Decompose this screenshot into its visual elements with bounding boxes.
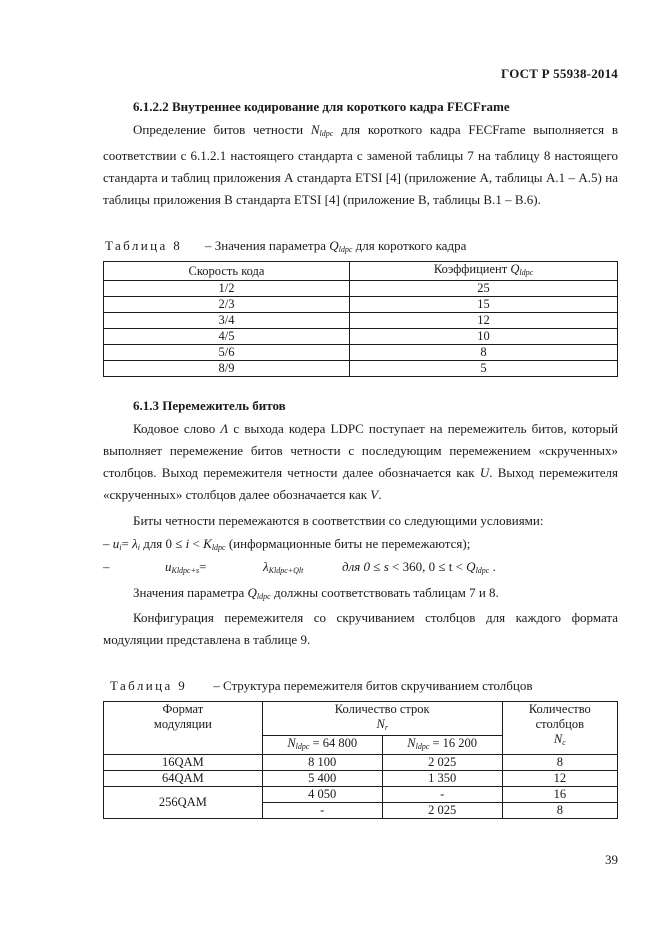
paragraph-613-1: Кодовое слово Λ с выхода кодера LDPC поступает на перемежитель битов, который выполняет перемежение битов четности с последующим перемежением «скрученных» столбцов. Выход перемежителя четности далее обозначается как U. Выход перемежителя «скрученных» столбцов далее обозначается как V. — [103, 421, 618, 502]
table9-subheader-16200: $N_{ldpc} = 16$ 200 — [382, 736, 502, 755]
table8-caption: Таблица 8 – Значения параметра $Q_{ldpc}$ для короткого кадра — [105, 238, 467, 254]
table9-caption: Таблица 9 – Структура перемежителя битов скручиванием столбцов — [110, 678, 533, 693]
page-number: 39 — [605, 852, 618, 867]
table8-header-rate: Скорость кода — [104, 262, 350, 281]
table9-header-cols: Количество столбцов $N_c$ — [502, 702, 617, 755]
table-row: 64QAM 5 400 1 350 12 — [104, 771, 618, 787]
document-id: ГОСТ Р 55938-2014 — [501, 66, 618, 81]
section-heading-6122: 6.1.2.2 Внутреннее кодирование для короткого кадра FECFrame — [133, 99, 510, 114]
table-row: - 2 025 8 — [104, 803, 618, 819]
table9-header-rows: Количество строк $N_r$ — [262, 702, 502, 736]
table-row: 8/9 5 — [104, 361, 618, 377]
paragraph-6122: Определение битов четности $N_{ldpc}$ для короткого кадра FECFrame выполняется в соответствии с 6.1.2.1 настоящего стандарта с заменой таблицы 7 на таблицу 8 настоящего стандарта и таблиц приложения А стандарта ETSI [4] (приложение А, таблицы А.1 – А.5) на таблицы приложения В стандарта ETSI [4] (приложение В, таблицы В.1 – В.6). — [103, 122, 618, 207]
table8 — [103, 261, 618, 377]
table8-header-coeff: Коэффициент $Q_{ldpc}$ — [350, 262, 618, 281]
paragraph-613-4: Конфигурация перемежителя со скручиванием столбцов для каждого формата модуляции представлена в таблице 9. — [103, 610, 618, 647]
table-row: 256QAM 4 050 - 16 — [104, 787, 618, 803]
table-row: 5/6 8 — [104, 345, 618, 361]
table-row: 1/2 25 — [104, 281, 618, 297]
table9 — [103, 701, 618, 819]
table-row: 16QAM 8 100 2 025 8 — [104, 755, 618, 771]
table-row: 3/4 12 — [104, 313, 618, 329]
paragraph-613-2: Биты четности перемежаются в соответствии со следующими условиями: — [133, 513, 544, 528]
table-row: 2/3 15 — [104, 297, 618, 313]
section-heading-613: 6.1.3 Перемежитель битов — [133, 398, 286, 413]
table-row: 4/5 10 — [104, 329, 618, 345]
condition-1: – $u_i= \lambda_i$ для $0 \le i < K_{ldpc}$ (информационные биты не перемежаются); — [103, 536, 471, 552]
paragraph-613-3: Значения параметра $Q_{ldpc}$ должны соответствовать таблицам 7 и 8. — [133, 585, 499, 601]
table9-subheader-64800: $N_{ldpc} = 64$ 800 — [262, 736, 382, 755]
table9-header-format: Формат модуляции — [104, 702, 263, 755]
condition-2: – $u_{Kldpc+s}=$ $\lambda_{Kldpc+Qlt}$ для 0 ≤ s < 360, $0 \le t < Q_{ldpc}$ . — [103, 559, 496, 575]
